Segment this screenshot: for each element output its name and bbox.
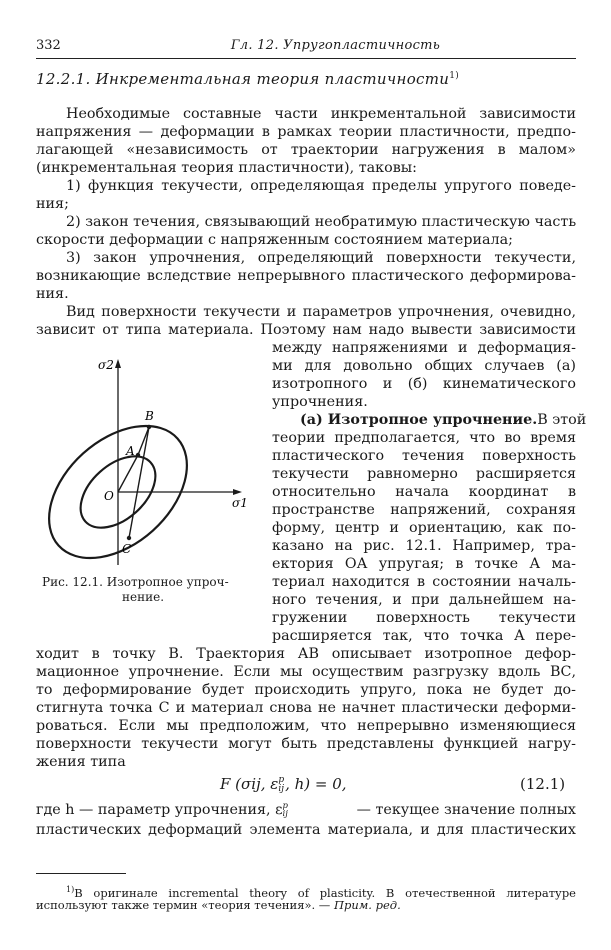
right-column-line: пространстве напряжений, сохраняя (272, 502, 576, 518)
isotropic-heading-line (300, 411, 587, 429)
right-column-line: гружении поверхность текучести (272, 610, 576, 626)
section-heading (36, 70, 459, 88)
text-line: жения типа (36, 754, 126, 770)
after-eq-part2: — текущее значение полных (356, 802, 576, 818)
text-line: 1) функция текучести, определяющая пределы упругого поведе- (66, 178, 576, 194)
footnote-mark: 1) (66, 885, 75, 894)
text-line: 3) закон упрочнения, определяющий поверхности текучести, (66, 250, 576, 266)
right-column-line: упрочнения. (272, 394, 368, 410)
text-line: скорости деформации с напряженным состоянием материала; (36, 232, 513, 248)
origin-label: O (104, 489, 114, 503)
text-line: Вид поверхности текучести и параметров упрочнения, очевидно, (66, 304, 576, 320)
equation-subscript: ij (278, 784, 284, 794)
figure-isotropic-hardening (36, 355, 256, 570)
text-line: 2) закон течения, связывающий необратимую пластическую часть (66, 214, 577, 230)
right-column-line: ми для довольно общих случаев (а) (272, 358, 576, 374)
right-column-line: между напряжениями и деформация- (272, 340, 576, 356)
caption-line: нение. (122, 590, 165, 604)
right-column-line: теории предполагается, что во время (272, 430, 576, 446)
text-line: пластических деформаций элемента материала, и для пластических (36, 822, 576, 838)
right-column-line: казано на рис. 12.1. Например, тра- (272, 538, 576, 554)
right-column-line: форму, центр и ориентацию, как по- (272, 520, 576, 536)
right-column-line: ектория ОА упругая; в точке А ма- (272, 556, 576, 572)
running-header-title: Гл. 12. Упругопластичность (230, 38, 441, 53)
right-column-line: пластического течения поверхность (272, 448, 576, 464)
page-number: 332 (36, 38, 61, 53)
point-c-marker (127, 536, 131, 540)
isotropic-heading: (а) Изотропное упрочнение. (300, 412, 538, 428)
section-heading-text: 12.2.1. Инкрементальная теория пластичности (36, 70, 450, 88)
right-column-line: текучести равномерно расширяется (272, 466, 576, 482)
text-line: ния; (36, 196, 69, 212)
point-b-marker (147, 425, 151, 429)
sigma1-arrow-icon (233, 489, 242, 495)
isotropic-heading-tail: В этой (537, 412, 587, 428)
footnote-rule (36, 873, 126, 874)
footnote-line (36, 898, 401, 913)
text-line (36, 801, 576, 819)
equation-superscript: p (278, 775, 285, 785)
text-line: напряжения — деформации в рамках теории пластичности, предпо- (36, 124, 576, 140)
section-footnote-mark: 1) (449, 71, 460, 81)
footnote-text-1: В оригинале incremental theory of plasticity. В отечественной литературе (74, 885, 576, 900)
text-line: возникающие вследствие непрерывного пластического деформирова- (36, 268, 576, 284)
equation-tail: , h) = 0, (285, 775, 347, 793)
caption-line: Рис. 12.1. Изотропное упроч- (42, 575, 229, 589)
equation-text: F (σij, ε (220, 775, 279, 793)
text-line: стигнута точка С и материал снова не начнет пластически деформи- (36, 700, 576, 716)
text-line: ния. (36, 286, 69, 302)
text-line: роваться. Если мы предположим, что непрерывно изменяющиеся (36, 718, 576, 734)
right-column-line: териал находится в состоянии началь- (272, 574, 576, 590)
eps-subscript: ij (282, 809, 288, 819)
point-c-label: C (122, 542, 132, 556)
text-line: (инкрементальная теория пластичности), таковы: (36, 160, 417, 176)
figure-caption (42, 575, 229, 605)
right-column-line: изотропного и (б) кинематического (272, 376, 576, 392)
text-line: лагающей «независимость от траектории нагружения в малом» (36, 142, 576, 158)
right-column-line: ного течения, и при дальнейшем на- (272, 592, 576, 608)
sigma2-arrow-icon (115, 359, 121, 368)
right-column-line: относительно начала координат в (272, 484, 576, 500)
text-line: то деформирование будет происходить упруго, пока не будет до- (36, 682, 576, 698)
text-line: зависит от типа материала. Поэтому нам надо вывести зависимости (36, 322, 576, 338)
point-a-label: A (126, 444, 135, 458)
footnote-text-2: используют также термин «теория течения». — (36, 898, 331, 912)
text-line: ходит в точку В. Траектория АВ описывает изотропное дефор- (36, 646, 576, 662)
eps-superscript: p (282, 801, 288, 811)
footnote-editor-note: Прим. ред. (333, 898, 401, 912)
sigma1-label: σ1 (232, 496, 248, 510)
point-b-label: B (145, 409, 154, 423)
right-column-line: расширяется так, что точка А пере- (272, 628, 576, 644)
text-line: Необходимые составные части инкрементальной зависимости (66, 106, 576, 122)
header-rule (36, 58, 576, 59)
text-line: мационное упрочнение. Если мы осуществим разгрузку вдоль ВС, (36, 664, 576, 680)
point-a-marker (136, 453, 140, 457)
trajectory-oa (118, 455, 138, 492)
text-line: поверхности текучести могут быть представлены функцией нагру- (36, 736, 576, 752)
equation-number: (12.1) (520, 775, 566, 793)
after-eq-part1: где h — параметр упрочнения, ε (36, 802, 283, 818)
sigma2-label: σ2 (98, 358, 114, 372)
trajectory-ab (138, 427, 149, 455)
equation (220, 775, 347, 794)
